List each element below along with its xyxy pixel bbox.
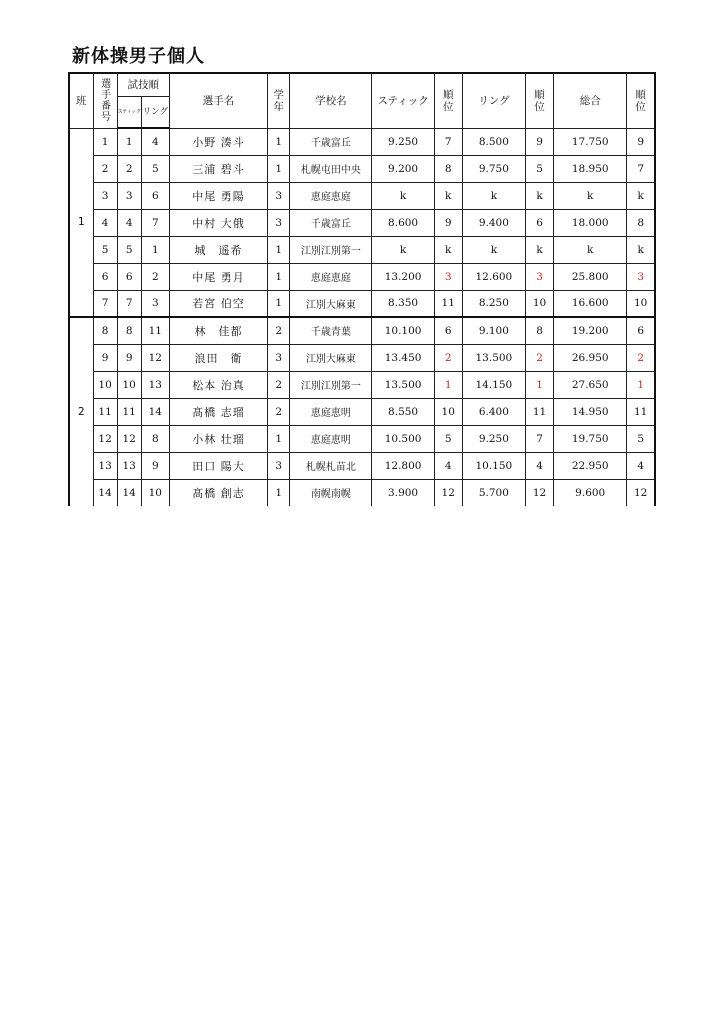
header-grade: 学年: [268, 73, 290, 128]
stick-score: 13.500: [372, 371, 434, 398]
group-label: 1: [69, 128, 93, 317]
header-order: 試技順: [117, 73, 169, 97]
order-ring: 11: [141, 317, 169, 344]
order-ring: 10: [141, 479, 169, 506]
grade: 2: [268, 371, 290, 398]
player-name: 田口 陽大: [169, 452, 267, 479]
total-score: 26.950: [554, 344, 627, 371]
header-order-stick: スティック: [117, 97, 141, 129]
grade: 1: [268, 479, 290, 506]
table-row: [69, 452, 655, 479]
total-score: 18.000: [554, 209, 627, 236]
stick-score: k: [372, 182, 434, 209]
ring-rank: 3: [525, 263, 553, 290]
header-stick: スティック: [372, 73, 434, 128]
order-ring: 14: [141, 398, 169, 425]
school-name: 江別江別第一: [290, 371, 372, 398]
table-body: [69, 128, 655, 506]
player-name: 中尾 勇月: [169, 263, 267, 290]
stick-score: k: [372, 236, 434, 263]
ring-score: 9.400: [462, 209, 525, 236]
stick-rank: k: [434, 236, 462, 263]
school-name: 恵庭恵明: [290, 425, 372, 452]
table-row: [69, 128, 655, 155]
school-name: 千歳富丘: [290, 128, 372, 155]
ring-rank: 7: [525, 425, 553, 452]
school-name: 千歳富丘: [290, 209, 372, 236]
header-stick-rank: 順位: [434, 73, 462, 128]
stick-rank: 9: [434, 209, 462, 236]
ring-rank: 9: [525, 128, 553, 155]
grade: 1: [268, 290, 290, 317]
player-name: 林 佳都: [169, 317, 267, 344]
stick-score: 8.600: [372, 209, 434, 236]
header-ring: リング: [462, 73, 525, 128]
stick-rank: k: [434, 182, 462, 209]
page-title: 新体操男子個人: [72, 46, 205, 67]
player-number: 10: [93, 371, 117, 398]
player-number: 5: [93, 236, 117, 263]
order-stick: 10: [117, 371, 141, 398]
ring-rank: 4: [525, 452, 553, 479]
player-number: 12: [93, 425, 117, 452]
order-stick: 9: [117, 344, 141, 371]
school-name: 江別大麻東: [290, 290, 372, 317]
ring-score: k: [462, 236, 525, 263]
ring-score: 9.100: [462, 317, 525, 344]
player-number: 4: [93, 209, 117, 236]
order-stick: 11: [117, 398, 141, 425]
stick-rank: 5: [434, 425, 462, 452]
player-name: 髙橋 志瑠: [169, 398, 267, 425]
ring-rank: 11: [525, 398, 553, 425]
school-name: 恵庭恵明: [290, 398, 372, 425]
order-stick: 5: [117, 236, 141, 263]
table-row: [69, 182, 655, 209]
player-number: 7: [93, 290, 117, 317]
order-stick: 2: [117, 155, 141, 182]
ring-rank: k: [525, 236, 553, 263]
grade: 3: [268, 209, 290, 236]
order-stick: 13: [117, 452, 141, 479]
player-name: 城 遥希: [169, 236, 267, 263]
stick-score: 10.500: [372, 425, 434, 452]
school-name: 札幌屯田中央: [290, 155, 372, 182]
order-ring: 8: [141, 425, 169, 452]
total-rank: 7: [627, 155, 655, 182]
header-school: 学校名: [290, 73, 372, 128]
school-name: 恵庭恵庭: [290, 263, 372, 290]
total-rank: k: [627, 182, 655, 209]
total-score: 18.950: [554, 155, 627, 182]
total-score: 22.950: [554, 452, 627, 479]
table-row: [69, 290, 655, 317]
stick-rank: 1: [434, 371, 462, 398]
ring-score: 9.250: [462, 425, 525, 452]
stick-score: 13.450: [372, 344, 434, 371]
order-stick: 1: [117, 128, 141, 155]
ring-score: k: [462, 182, 525, 209]
stick-rank: 10: [434, 398, 462, 425]
header-order-ring: リング: [141, 97, 169, 129]
total-rank: 5: [627, 425, 655, 452]
player-number: 8: [93, 317, 117, 344]
player-number: 13: [93, 452, 117, 479]
total-rank: 10: [627, 290, 655, 317]
ring-score: 9.750: [462, 155, 525, 182]
stick-rank: 2: [434, 344, 462, 371]
stick-rank: 4: [434, 452, 462, 479]
total-score: 19.750: [554, 425, 627, 452]
total-score: 14.950: [554, 398, 627, 425]
player-name: 中尾 勇陽: [169, 182, 267, 209]
order-ring: 9: [141, 452, 169, 479]
ring-rank: 2: [525, 344, 553, 371]
header-number: 選手番号: [93, 73, 117, 128]
school-name: 江別江別第一: [290, 236, 372, 263]
player-name: 中村 大俄: [169, 209, 267, 236]
total-rank: k: [627, 236, 655, 263]
stick-rank: 12: [434, 479, 462, 506]
total-score: 9.600: [554, 479, 627, 506]
order-ring: 7: [141, 209, 169, 236]
total-score: 19.200: [554, 317, 627, 344]
stick-rank: 7: [434, 128, 462, 155]
player-name: 小野 湊斗: [169, 128, 267, 155]
order-ring: 5: [141, 155, 169, 182]
total-rank: 9: [627, 128, 655, 155]
group-label: 2: [69, 317, 93, 506]
table-row: [69, 209, 655, 236]
ring-score: 10.150: [462, 452, 525, 479]
header-total-rank: 順位: [627, 73, 655, 128]
ring-rank: 5: [525, 155, 553, 182]
header-group: 班: [69, 73, 93, 128]
stick-score: 8.550: [372, 398, 434, 425]
grade: 1: [268, 236, 290, 263]
order-ring: 6: [141, 182, 169, 209]
order-stick: 6: [117, 263, 141, 290]
table-row: [69, 344, 655, 371]
total-rank: 12: [627, 479, 655, 506]
ring-score: 13.500: [462, 344, 525, 371]
results-table: [68, 72, 656, 506]
total-score: k: [554, 236, 627, 263]
table-row: [69, 479, 655, 506]
total-rank: 4: [627, 452, 655, 479]
player-name: 三浦 碧斗: [169, 155, 267, 182]
ring-score: 5.700: [462, 479, 525, 506]
player-name: 松本 治真: [169, 371, 267, 398]
stick-score: 9.250: [372, 128, 434, 155]
ring-rank: k: [525, 182, 553, 209]
player-number: 1: [93, 128, 117, 155]
school-name: 南幌南幌: [290, 479, 372, 506]
school-name: 千歳青葉: [290, 317, 372, 344]
table-row: [69, 236, 655, 263]
order-stick: 7: [117, 290, 141, 317]
order-ring: 2: [141, 263, 169, 290]
stick-rank: 3: [434, 263, 462, 290]
grade: 3: [268, 452, 290, 479]
ring-rank: 8: [525, 317, 553, 344]
player-name: 浪田 衛: [169, 344, 267, 371]
header-total: 総合: [554, 73, 627, 128]
stick-score: 9.200: [372, 155, 434, 182]
grade: 2: [268, 317, 290, 344]
total-score: 27.650: [554, 371, 627, 398]
total-rank: 1: [627, 371, 655, 398]
order-ring: 3: [141, 290, 169, 317]
stick-score: 3.900: [372, 479, 434, 506]
school-name: 札幌札苗北: [290, 452, 372, 479]
order-stick: 8: [117, 317, 141, 344]
grade: 1: [268, 128, 290, 155]
player-name: 髙橋 創志: [169, 479, 267, 506]
table-header: [69, 73, 655, 128]
player-name: 若宮 伯空: [169, 290, 267, 317]
ring-score: 6.400: [462, 398, 525, 425]
stick-rank: 11: [434, 290, 462, 317]
stick-rank: 6: [434, 317, 462, 344]
stick-score: 8.350: [372, 290, 434, 317]
total-score: k: [554, 182, 627, 209]
grade: 3: [268, 344, 290, 371]
order-ring: 4: [141, 128, 169, 155]
order-ring: 1: [141, 236, 169, 263]
grade: 1: [268, 155, 290, 182]
table-row: [69, 155, 655, 182]
total-rank: 2: [627, 344, 655, 371]
ring-rank: 10: [525, 290, 553, 317]
order-stick: 4: [117, 209, 141, 236]
order-stick: 12: [117, 425, 141, 452]
player-number: 2: [93, 155, 117, 182]
total-rank: 6: [627, 317, 655, 344]
total-score: 16.600: [554, 290, 627, 317]
table-row: [69, 317, 655, 344]
order-ring: 12: [141, 344, 169, 371]
ring-rank: 1: [525, 371, 553, 398]
order-ring: 13: [141, 371, 169, 398]
player-name: 小林 壮瑠: [169, 425, 267, 452]
stick-score: 13.200: [372, 263, 434, 290]
table-row: [69, 398, 655, 425]
ring-score: 14.150: [462, 371, 525, 398]
grade: 3: [268, 182, 290, 209]
order-stick: 14: [117, 479, 141, 506]
total-rank: 8: [627, 209, 655, 236]
total-rank: 3: [627, 263, 655, 290]
total-rank: 11: [627, 398, 655, 425]
table-row: [69, 371, 655, 398]
school-name: 江別大麻東: [290, 344, 372, 371]
ring-score: 12.600: [462, 263, 525, 290]
player-number: 11: [93, 398, 117, 425]
table-row: [69, 425, 655, 452]
ring-score: 8.250: [462, 290, 525, 317]
player-number: 3: [93, 182, 117, 209]
table-row: [69, 263, 655, 290]
grade: 1: [268, 263, 290, 290]
grade: 1: [268, 425, 290, 452]
header-ring-rank: 順位: [525, 73, 553, 128]
player-number: 14: [93, 479, 117, 506]
stick-score: 10.100: [372, 317, 434, 344]
stick-rank: 8: [434, 155, 462, 182]
header-name: 選手名: [169, 73, 267, 128]
school-name: 恵庭恵庭: [290, 182, 372, 209]
player-number: 9: [93, 344, 117, 371]
ring-rank: 6: [525, 209, 553, 236]
total-score: 17.750: [554, 128, 627, 155]
stick-score: 12.800: [372, 452, 434, 479]
total-score: 25.800: [554, 263, 627, 290]
grade: 2: [268, 398, 290, 425]
player-number: 6: [93, 263, 117, 290]
ring-rank: 12: [525, 479, 553, 506]
order-stick: 3: [117, 182, 141, 209]
ring-score: 8.500: [462, 128, 525, 155]
